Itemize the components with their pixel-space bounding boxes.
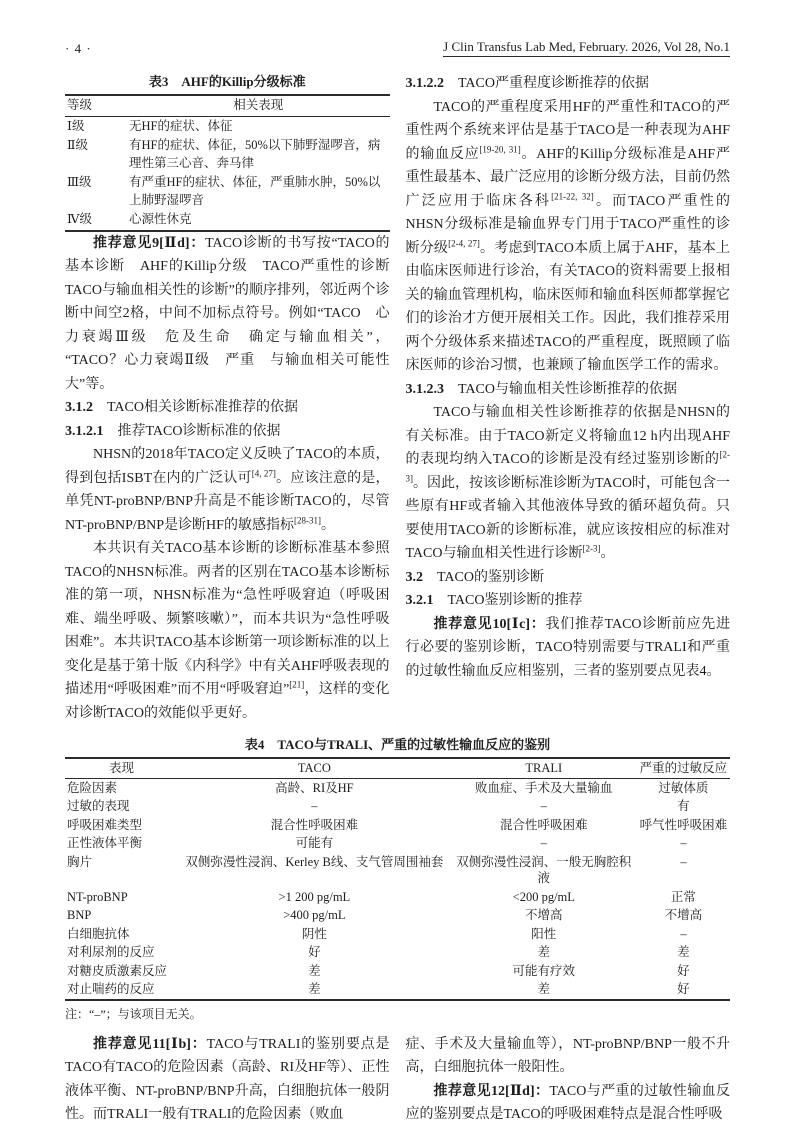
- section-title: 推荐TACO诊断标准的依据: [103, 423, 281, 439]
- table-row: [65, 797, 730, 816]
- table-row: [65, 778, 730, 797]
- table-cell: 差: [308, 963, 321, 978]
- table4-footnote: 注：“–”；与该项目无关。: [65, 1006, 202, 1021]
- page-number: · 4 ·: [65, 41, 92, 56]
- table-cell: 呼气性呼吸困难: [639, 817, 728, 832]
- table-cell: –: [540, 799, 547, 813]
- table-cell: 白细胞抗体: [67, 926, 130, 941]
- table-cell: 混合性呼吸困难: [500, 817, 588, 832]
- text-run: TACO的严重程度采用HF的严重性和TACO的严重性两个系统来评估是基于TACO是一种表现为AHF的输血反应: [405, 99, 730, 162]
- table-cell: –: [680, 854, 687, 869]
- text-run: 症、手术及大量输血等），NT-proBNP/BNP一般不升高，白细胞抗体一般阳性。: [405, 1036, 730, 1075]
- section-number: 3.1.2: [65, 400, 93, 415]
- table-cell: >1 200 pg/mL: [278, 889, 351, 904]
- table-row: [65, 210, 390, 231]
- section-number: 3.2.1: [405, 593, 434, 608]
- text-run: TACO诊断的书写按“TACO的基本诊断 AHF的Killip分级 TACO严重性的诊断 TACO与输血相关性的诊断”的顺序排列，邻近两个诊断中间空2格，中间不加标点符号。例如“TACO 心力衰竭Ⅲ级 危及生命 确定与输血相关”，“TACO？心力衰竭Ⅱ级 严重 与输血相关可能性大”等。: [65, 235, 404, 392]
- table-cell: 对糖皮质激素反应: [67, 963, 168, 978]
- text-run: 。: [600, 546, 615, 561]
- reference-superscript: [2-3]: [582, 543, 601, 554]
- reference-superscript: [2-4, 27]: [448, 237, 480, 248]
- section-title: TACO鉴别诊断的推荐: [433, 593, 583, 608]
- lower-two-column-section: [65, 1033, 730, 1127]
- table-cell: 危险因素: [67, 780, 118, 795]
- table-cell: 过敏体质: [658, 780, 709, 795]
- right-column-text: [406, 72, 731, 683]
- section-number: 3.1.2.2: [405, 76, 444, 91]
- table-row: [65, 816, 730, 835]
- section-heading: [406, 72, 731, 96]
- text-run: 。而TACO严重性的NHSN分级标准是输血界专门用于TACO严重性的诊断分级: [405, 193, 730, 256]
- table-cell: Ⅲ级: [67, 175, 92, 189]
- text-run: ，这样的变化对诊断TACO的效能似乎更好。: [65, 682, 390, 721]
- table4-title: 表4 TACO与TRALI、严重的过敏性输血反应的鉴别: [244, 737, 551, 752]
- running-head: [65, 38, 730, 57]
- recommendation-label: 推荐意见12[Ⅱd]：: [433, 1083, 550, 1099]
- table-cell: 高龄、RI及HF: [275, 780, 354, 795]
- text-run: TACO与输血相关性诊断推荐的依据是NHSN的有关标准。由于TACO新定义将输血12 h内出现AHF的表现均纳入TACO的诊断是没有经过鉴别诊断的: [405, 405, 730, 467]
- table-row: [65, 906, 730, 925]
- table-cell: 无HF的症状、体征: [129, 118, 233, 133]
- table-header-cell: 等级: [65, 95, 127, 116]
- table3-title: 表3 AHF的Killip分级标准: [148, 74, 306, 89]
- table-header-cell: 严重的过敏反应: [637, 758, 730, 778]
- table-cell: 过敏的表现: [67, 799, 130, 813]
- paragraph: [65, 537, 390, 725]
- table-row: [65, 116, 390, 136]
- section-title: TACO与输血相关性诊断推荐的依据: [444, 381, 677, 397]
- table-cell: 好: [677, 963, 690, 978]
- paragraph: [406, 401, 731, 566]
- table-cell: NT-proBNP: [67, 889, 128, 904]
- upper-two-column-section: [65, 72, 730, 725]
- table-row: [65, 136, 390, 173]
- table-cell: 阴性: [301, 926, 327, 941]
- text-run: 。应该注意的是，单凭NT-proBNP/BNP升高是不能诊断TACO的，尽管NT-proBNP/BNP是诊断HF的敏感指标: [65, 470, 390, 533]
- bottom-right-column: [406, 1033, 731, 1127]
- section-heading: [406, 589, 731, 613]
- table4-differential-diagnosis: [65, 757, 730, 1001]
- text-run: 。考虑到TACO本质上属于AHF，基本上由临床医师进行诊治，有关TACO的资料需要上报相关的输血管理机构，临床医师和输血科医师都掌握它们的诊治才方便开展相关工作。因此，我们推荐采用两个分级体系来描述TACO的严重程度，既照顾了临床医师的诊治习惯，也兼顾了输血医学工作的需求。: [405, 240, 730, 373]
- paragraph: [406, 613, 731, 684]
- table-cell: 好: [308, 945, 321, 959]
- table-cell: 有严重HF的症状、体征，严重肺水肿，50%以上肺野湿啰音: [129, 175, 381, 207]
- table-header-cell: TRALI: [451, 758, 637, 778]
- table-cell: 好: [677, 982, 690, 996]
- table-row: [65, 834, 730, 853]
- reference-superscript: [4, 27]: [251, 467, 276, 478]
- table-cell: BNP: [67, 908, 92, 922]
- table-cell: 可能有疗效: [512, 963, 576, 978]
- table-cell: 差: [537, 982, 551, 996]
- table-cell: 混合性呼吸困难: [270, 817, 359, 832]
- table-header-row: [65, 95, 390, 116]
- table-cell: 有HF的症状、体征，50%以下肺野湿啰音，病理性第三心音、奔马律: [129, 138, 381, 170]
- section-heading: [406, 566, 731, 590]
- text-run: TACO与TRALI的鉴别要点是TACO有TACO的危险因素（高龄、RI及HF等）、正性液体平衡、NT-proBNP/BNP升高，白细胞抗体一般阴性。而TRALI一般有TRALI的危险因素（败血: [65, 1036, 390, 1122]
- table-cell: 差: [677, 945, 690, 959]
- table-cell: –: [311, 799, 318, 813]
- table-cell: 正常: [670, 889, 696, 904]
- recommendation-label: 推荐意见11[Ⅰb]：: [93, 1036, 207, 1052]
- recommendation-label: 推荐意见10[Ⅰc]：: [433, 616, 546, 632]
- text-run: 我们推荐TACO诊断前应先进行必要的鉴别诊断，TACO特别需要与TRALI和严重的过敏性输血反应相鉴别，三者的鉴别要点见表4。: [405, 616, 730, 679]
- section-title: TACO严重程度诊断推荐的依据: [444, 76, 649, 91]
- table-cell: >400 pg/mL: [283, 908, 346, 922]
- table-cell: 不增高: [664, 908, 703, 922]
- text-run: NHSN的2018年TACO定义反映了TACO的本质，得到包括ISBT在内的广泛认可: [65, 447, 390, 486]
- table-cell: 对利尿剂的反应: [67, 945, 155, 959]
- bottom-left-column: [65, 1033, 390, 1127]
- table-cell: 心源性休克: [129, 212, 192, 226]
- table4-section: [65, 735, 730, 1023]
- table-cell: Ⅰ级: [67, 118, 85, 133]
- section-heading: [65, 420, 390, 444]
- paragraph: [406, 96, 731, 378]
- table-cell: 有: [677, 799, 690, 813]
- table-row: [65, 925, 730, 944]
- table-header-row: [65, 758, 730, 778]
- section-number: 3.2: [405, 569, 423, 585]
- paragraph: [406, 1080, 731, 1127]
- paragraph: [406, 1033, 731, 1080]
- journal-citation: J Clin Transfus Lab Med, February. 2026, Vol 28, No.1: [443, 38, 730, 57]
- table-cell: 不增高: [525, 908, 563, 922]
- section-title: TACO的鉴别诊断: [423, 569, 544, 585]
- table-row: [65, 962, 730, 981]
- table-cell: –: [680, 836, 687, 850]
- table-cell: 可能有: [295, 836, 334, 850]
- table-header-cell: 表现: [65, 758, 178, 778]
- table-cell: Ⅱ级: [67, 138, 88, 152]
- text-run: TACO与严重的过敏性输血反应的鉴别要点是TACO的呼吸困难特点是混合性呼吸: [405, 1083, 730, 1122]
- text-run: 本共识有关TACO基本诊断的诊断标准基本参照TACO的NHSN标准。两者的区别在TACO基本诊断标准的第一项，NHSN标准为“急性呼吸窘迫（呼吸困难、端坐呼吸、频繁咳嗽）”，而本共识为“急性呼吸困难”。本共识TACO基本诊断第一项诊断标准的以上变化是基于第十版《内科学》中有关AHF呼吸表现的描述用“呼吸困难”而不用“呼吸窘迫”: [65, 541, 390, 697]
- section-number: 3.1.2.1: [65, 423, 104, 439]
- right-column: [406, 72, 731, 725]
- left-column-text: [65, 232, 404, 726]
- table-row: [65, 888, 730, 907]
- table-header-cell: 相关表现: [127, 95, 390, 116]
- table-cell: 呼吸困难类型: [67, 817, 143, 832]
- reference-superscript: [19-20, 31]: [479, 143, 521, 154]
- section-heading: [406, 378, 731, 402]
- table-header-cell: TACO: [178, 758, 451, 778]
- text-run: 。: [320, 517, 335, 533]
- section-heading: [65, 396, 390, 420]
- table-cell: 阳性: [531, 926, 557, 941]
- table-cell: 败血症、手术及大量输血: [475, 780, 613, 795]
- text-run: 。因此，按该诊断标准诊断为TACO时，可能包含一些原有HF或者输入其他液体导致的循环超负荷。只要使用TACO新的诊断标准，就应该按相应的标准对TACO与输血相关性进行诊断: [405, 475, 730, 561]
- table-cell: –: [540, 836, 547, 850]
- left-column: [65, 72, 404, 725]
- reference-superscript: [2-3]: [405, 449, 730, 483]
- table-cell: Ⅳ级: [67, 212, 92, 226]
- table-cell: –: [680, 926, 687, 941]
- table-cell: 正性液体平衡: [67, 836, 143, 850]
- table-cell: 差: [537, 945, 551, 959]
- table-row: [65, 980, 730, 1000]
- reference-superscript: [28-31]: [293, 514, 321, 525]
- paragraph: [65, 232, 404, 397]
- table-cell: 差: [308, 982, 321, 996]
- table-row: [65, 173, 390, 210]
- paragraph: [65, 1033, 390, 1127]
- table-cell: 双侧弥漫性浸润、Kerley B线、支气管周围袖套: [185, 854, 444, 869]
- reference-superscript: [21-22, 32]: [551, 190, 594, 201]
- paragraph: [65, 443, 390, 537]
- table-cell: 胸片: [67, 854, 93, 869]
- section-number: 3.1.2.3: [405, 381, 444, 397]
- table-row: [65, 943, 730, 962]
- table-cell: 双侧弥漫性浸润、一般无胸腔积液: [456, 854, 632, 885]
- table3-killip-grading: [65, 94, 390, 232]
- text-run: 。AHF的Killip分级标准是AHF严重性最基本、最广泛应用的诊断分级方法，目前仍然广泛应用于临床各科: [405, 146, 730, 209]
- table-cell: 对止喘药的反应: [67, 982, 155, 996]
- recommendation-label: 推荐意见9[Ⅱd]：: [93, 235, 206, 251]
- table-row: [65, 853, 730, 888]
- table-cell: <200 pg/mL: [512, 889, 575, 904]
- reference-superscript: [21]: [289, 679, 305, 690]
- section-title: TACO相关诊断标准推荐的依据: [93, 400, 298, 415]
